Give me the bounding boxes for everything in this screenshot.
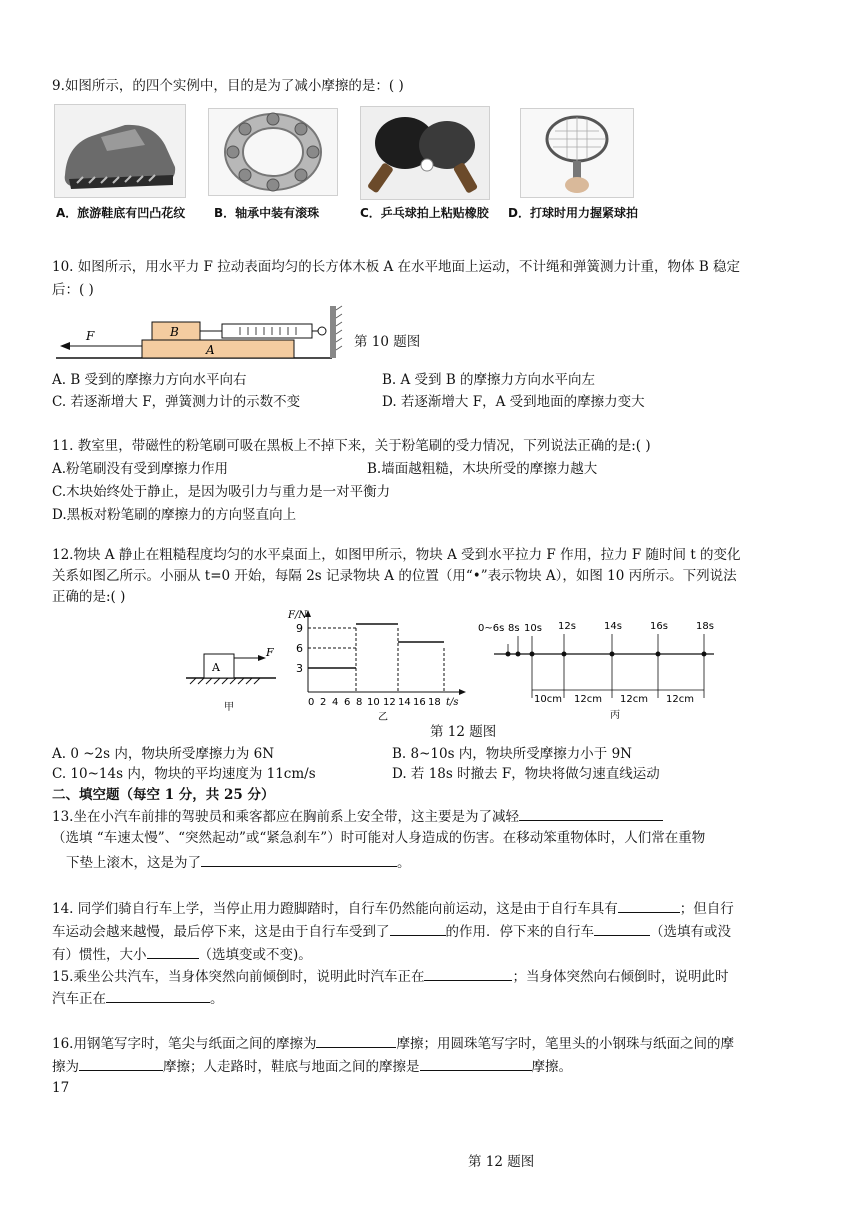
q12-bing-mark-16s: 16s <box>650 621 668 632</box>
q12-bing-mark-12s: 12s <box>558 621 576 632</box>
q13-blank-2[interactable] <box>201 852 397 867</box>
q16-text-1b: 摩擦；用圆珠笔写字时，笔里头的小钢珠与纸面之间的摩 <box>396 1036 734 1052</box>
q12-bing-dist-1: 10cm <box>534 694 562 705</box>
bearing-image <box>208 108 338 196</box>
q14-blank-4[interactable] <box>147 944 199 959</box>
q12-yi-ytick-3: 3 <box>296 662 303 675</box>
q13-blank-1[interactable] <box>519 806 663 821</box>
q11-stem: 11. 教室里，带磁性的粉笔刷可吸在黑板上不掉下来，关于粉笔刷的受力情况，下列说法正确的是:( ) <box>52 438 651 454</box>
q17-number: 17 <box>52 1080 70 1096</box>
q12-yi-xtick-4: 4 <box>332 697 339 708</box>
q12-figure-bing <box>478 614 728 724</box>
q12-option-c: C. 10~14s 内，物块的平均速度为 11cm/s <box>52 766 316 782</box>
q13-line3 <box>66 852 411 873</box>
q12-yi-xtick-14: 14 <box>398 697 411 708</box>
q12-bing-mark-10s: 10s <box>524 623 542 634</box>
q15-blank-2[interactable] <box>106 988 210 1003</box>
q14-text-2b: 的作用．停下来的自行车 <box>445 924 594 940</box>
q12-bing-dist-3: 12cm <box>620 694 648 705</box>
q15-text-1b: ；当身体突然向右倾倒时，说明此时 <box>512 969 729 985</box>
q14-line2 <box>52 921 731 942</box>
q12-yi-xtick-8: 8 <box>356 697 363 708</box>
q9-stem: 9.如图所示，的四个实例中，目的是为了减小摩擦的是：( ) <box>52 78 404 94</box>
q10-option-a: A. B 受到的摩擦力方向水平向右 <box>52 372 247 388</box>
shoe-image <box>54 104 186 198</box>
q12-bing-dist-4: 12cm <box>666 694 694 705</box>
q15-text-2a: 汽车正在 <box>52 991 106 1007</box>
q13-text-1: 13.坐在小汽车前排的驾驶员和乘客都应在胸前系上安全带，这主要是为了减轻 <box>52 809 519 825</box>
q10-option-c: C. 若逐渐增大 F，弹簧测力计的示数不变 <box>52 394 301 410</box>
q9-caption-a: A．旅游鞋底有凹凸花纹 <box>56 206 186 220</box>
q11-option-d: D.黑板对粉笔刷的摩擦力的方向竖直向上 <box>52 507 297 523</box>
q12-stem-line3: 正确的是:( ) <box>52 589 126 605</box>
q13-line2: （选填 “车速太慢”、“突然起动”或“紧急刹车”）时可能对人身造成的伤害。在移动笨重物体时，人们常在重物 <box>52 830 706 846</box>
q12-yi-caption: 乙 <box>378 712 388 723</box>
q14-text-1b: ；但自行 <box>679 901 734 917</box>
q10-figure-caption: 第 10 题图 <box>354 334 421 350</box>
q10-option-d: D. 若逐渐增大 F，A 受到地面的摩擦力变大 <box>382 394 645 410</box>
q12-option-a: A. 0 ~2s 内，物块所受摩擦力为 6N <box>52 746 275 762</box>
q16-text-2c: 摩擦。 <box>531 1059 572 1075</box>
q10-stem-line2: 后：( ) <box>52 282 94 298</box>
q9-caption-b: B．轴承中装有滚珠 <box>214 206 320 220</box>
q14-text-3a: 有）惯性，大小 <box>52 947 147 963</box>
q16-blank-2[interactable] <box>79 1056 163 1071</box>
q12-bing-caption: 丙 <box>610 710 620 721</box>
q14-text-1a: 14. 同学们骑自行车上学，当停止用力蹬脚踏时，自行车仍然能向前运动，这是由于自行车具有 <box>52 901 618 917</box>
paddle-image <box>360 106 490 200</box>
q12-figure-jia <box>184 640 284 720</box>
q12-yi-xtick-12: 12 <box>383 697 396 708</box>
q12-yi-xtick-6: 6 <box>344 697 351 708</box>
q12-stem-line1: 12.物块 A 静止在粗糙程度均匀的水平桌面上，如图甲所示，物块 A 受到水平拉力 F 作用，拉力 F 随时间 t 的变化 <box>52 547 741 563</box>
q10-figure <box>56 302 346 368</box>
q16-line1 <box>52 1033 734 1054</box>
q14-text-2c: （选填有或没 <box>650 924 731 940</box>
q15-text-2b: 。 <box>210 991 224 1007</box>
q9-caption-d: D．打球时用力握紧球拍 <box>508 206 638 220</box>
q16-text-1a: 16.用钢笔写字时，笔尖与纸面之间的摩擦为 <box>52 1036 317 1052</box>
q16-blank-3[interactable] <box>420 1056 532 1071</box>
q12-yi-xtick-18: 18 <box>428 697 441 708</box>
q12-bing-mark-8s: 8s <box>508 623 520 634</box>
q12-option-d: D. 若 18s 时撤去 F，物块将做匀速直线运动 <box>392 766 660 782</box>
q13-text-3a: 下垫上滚木，这是为了 <box>66 855 201 871</box>
q12-yi-xunit: t/s <box>446 697 459 708</box>
q12-bing-dist-2: 12cm <box>574 694 602 705</box>
q12-option-b: B. 8~10s 内，物块所受摩擦力小于 9N <box>392 746 632 762</box>
q12-bing-mark-0-6s: 0~6s <box>478 623 505 634</box>
q12-yi-ytick-6: 6 <box>296 642 303 655</box>
q15-line2 <box>52 988 224 1009</box>
q12-yi-xtick-0: 0 <box>308 697 315 708</box>
q12-yi-ylabel: F/N <box>288 610 308 621</box>
q14-blank-3[interactable] <box>594 921 650 936</box>
q12-yi-xtick-16: 16 <box>413 697 426 708</box>
q12-bing-mark-18s: 18s <box>696 621 714 632</box>
section2-heading: 二、填空题（每空 1 分，共 25 分） <box>52 787 275 803</box>
q13-text-3b: 。 <box>397 855 411 871</box>
q12-yi-xtick-2: 2 <box>320 697 327 708</box>
q15-text-1a: 15.乘坐公共汽车，当身体突然向前倾倒时，说明此时汽车正在 <box>52 969 425 985</box>
q12-figure-yi <box>286 606 486 726</box>
q13-line1 <box>52 806 663 827</box>
q12-jia-caption: 甲 <box>224 702 234 713</box>
q10-option-b: B. A 受到 B 的摩擦力方向水平向左 <box>382 372 596 388</box>
q12-yi-xtick-10: 10 <box>367 697 380 708</box>
q12-bing-mark-14s: 14s <box>604 621 622 632</box>
q14-blank-2[interactable] <box>390 921 446 936</box>
q12-jia-force-label: F <box>266 646 274 659</box>
q10-fig-b-label: B <box>170 325 179 339</box>
q12-jia-block-label: A <box>212 661 220 674</box>
q16-text-2b: 摩擦；人走路时，鞋底与地面之间的摩擦是 <box>163 1059 420 1075</box>
q9-caption-c: C．乒乓球拍上粘贴橡胶 <box>360 206 489 220</box>
q10-stem-line1: 10. 如图所示，用水平力 F 拉动表面均匀的长方体木板 A 在水平地面上运动，不计绳和弹簧测力计重，物体 B 稳定 <box>52 259 741 275</box>
q14-text-2a: 车运动会越来越慢，最后停下来，这是由于自行车受到了 <box>52 924 390 940</box>
q11-option-b: B.墙面越粗糙，木块所受的摩擦力越大 <box>367 461 598 477</box>
q14-line3 <box>52 944 312 965</box>
q10-fig-f-label: F <box>86 329 95 343</box>
q12-figure-caption: 第 12 题图 <box>430 724 497 740</box>
q15-line1 <box>52 966 728 987</box>
q10-fig-a-label: A <box>206 343 215 357</box>
q12-yi-ytick-9: 9 <box>296 622 303 635</box>
q12-stem-line2: 关系如图乙所示。小丽从 t=0 开始，每隔 2s 记录物块 A 的位置（用“•”表示物块 A），如图 10 丙所示。下列说法 <box>52 568 737 584</box>
q11-option-a: A.粉笔刷没有受到摩擦力作用 <box>52 461 229 477</box>
q16-text-2a: 擦为 <box>52 1059 79 1075</box>
q14-text-3b: （选填变或不变)。 <box>198 947 312 963</box>
racket-image <box>520 108 634 198</box>
q16-line2 <box>52 1056 572 1077</box>
q16-blank-1[interactable] <box>316 1033 396 1048</box>
footer-figure-caption: 第 12 题图 <box>468 1154 535 1170</box>
q15-blank-1[interactable] <box>424 966 512 981</box>
q14-blank-1[interactable] <box>618 898 680 913</box>
q11-option-c: C.木块始终处于静止，是因为吸引力与重力是一对平衡力 <box>52 484 391 500</box>
q14-line1 <box>52 898 734 919</box>
